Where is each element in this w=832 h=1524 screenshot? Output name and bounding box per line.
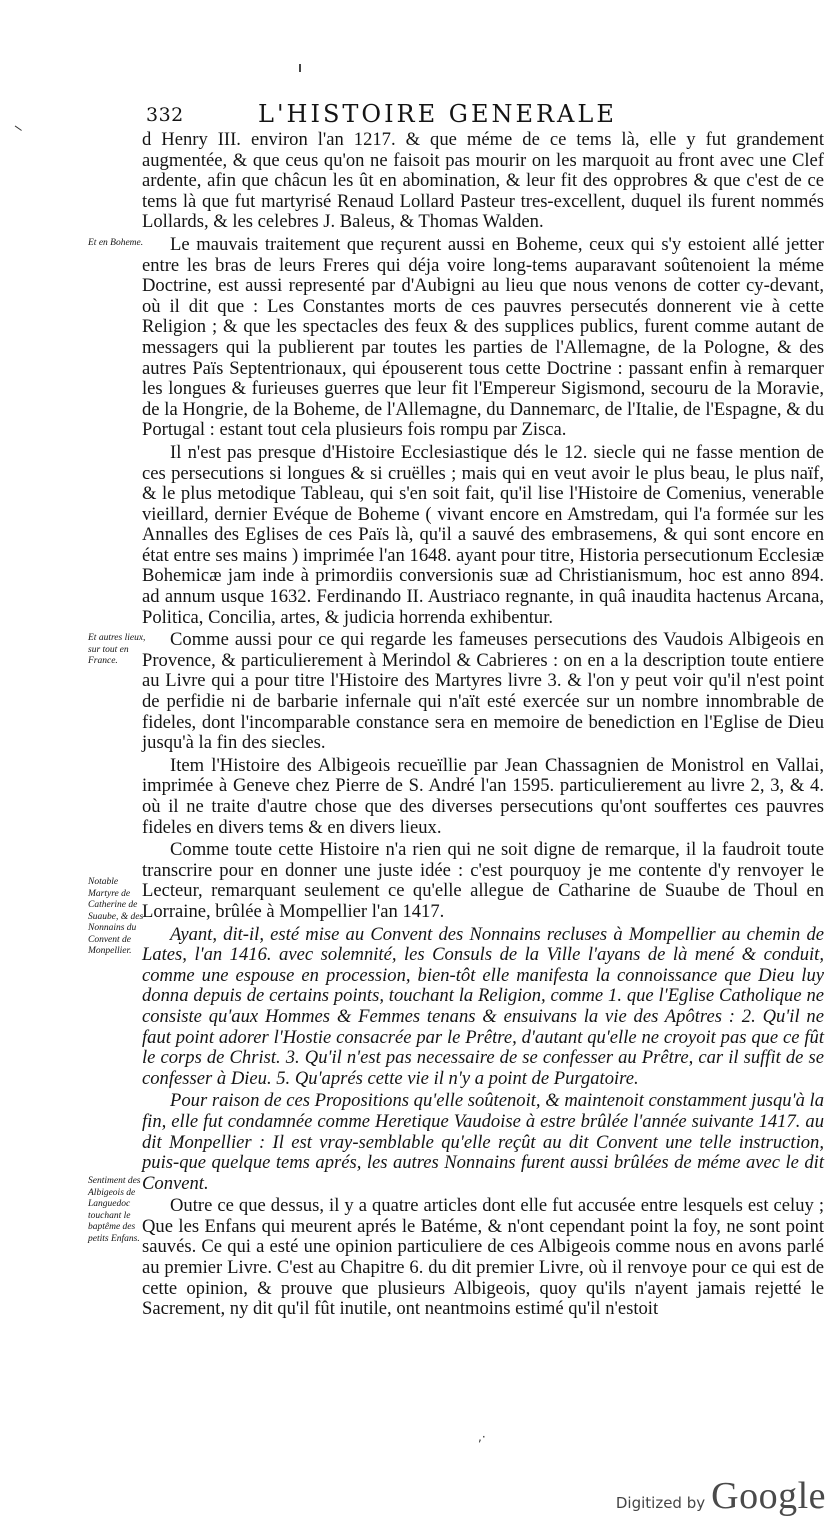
page-number: 332: [146, 104, 184, 126]
google-logo: Google: [711, 1475, 826, 1517]
main-text: [142, 130, 824, 1320]
margin-note-bapteme: Sentiment des Albigeois de Languedoc touchant le baptême des petits Enfans.: [88, 1176, 141, 1244]
paragraph-quote: Pour raison de ces Propositions qu'elle soûtenoit, & maintenoit constamment jusqu'à la fin, elle fut condamnée comme Heretique Vaudoise à estre brûlée l'année suivante 1417. au dit Monpellier : Il est vray-semblable qu'elle reçût au dit Convent une telle instruction, puis-que quelque tems aprés, les autres Nonnains furent aussi brûlées de méme avec le dit Convent.: [142, 1090, 824, 1194]
margin-mark: [10, 126, 22, 138]
paragraph: Le mauvais traitement que reçurent aussi en Boheme, ceux qui s'y estoient allé jetter entre les bras de leurs Freres qui déja voire long-tems auparavant soûtenoient la méme Doctrine, est aussi representé par d'Aubigni au lieu que nous venons de cotter cy-devant, où il dit que : Les Constantes morts de ces pauvres persecutés donnerent vie à cette Religion ; & que les spectacles des feux & des supplices publics, furent comme autant de messagers qui la publierent par toutes les parties de l'Allemagne, de la Pologne, & des autres Païs Septentrionaux, qui épouserent tous cette Doctrine : passant enfin à remarquer les longues & furieuses guerres que leur fit l'Empereur Sigismond, secouru de la Moravie, de la Hongrie, de la Boheme, de l'Allemagne, du Dannemarc, de l'Italie, de l'Espagne, & du Portugal : estant tout cela plusieurs fois rompu par Zisca.: [142, 233, 824, 441]
paragraph: Comme toute cette Histoire n'a rien qui ne soit digne de remarque, il la faudroit toute transcrire pour en donner une juste idée : c'est pourquoy je me contente d'y renvoyer le Lecteur, remarquant seulement ce qu'elle allegue de Catharine de Suaube de Thoul en Lorraine, brûlée à Mompellier l'an 1417.: [142, 839, 824, 922]
paragraph: d Henry III. environ l'an 1217. & que méme de ce tems là, elle y fut grandement augmentée, & que ceus qu'on ne faisoit pas mourir on les marquoit au front avec une Clef ardente, afin que châcun les ût en abomination, & leur fit des opprobres & que c'est de ce tems là que fut martyrisé Renaud Lollard Pasteur tres-excellent, duquel ils furent nommés Lollards, & les celebres J. Baleus, & Thomas Walden.: [142, 129, 824, 233]
paragraph: Item l'Histoire des Albigeois recueïllie par Jean Chassagnien de Monistrol en Vallai, imprimée à Geneve chez Pierre de S. André l'an 1595. particulierement au livre 2, 3, & 4. où il ne traite d'autre chose que des diverses persecutions qu'ont souffertes ces pauvres fideles en divers tems & en divers lieux.: [142, 754, 824, 838]
running-head: L'HISTOIRE GENERALE: [258, 100, 617, 128]
digitized-footer: [616, 1474, 826, 1518]
ink-mark: ,·: [478, 1430, 486, 1444]
paragraph-quote: Ayant, dit-il, esté mise au Convent des Nonnains recluses à Mompellier au chemin de Lates, l'an 1416. avec solemnité, les Consuls de la Ville l'ayans de là mené & conduit, comme une espouse en procession, bien-tôt elle manifesta la connoissance que Dieu luy donna depuis de certains points, touchant la Religion, comme 1. que l'Eglise Catholique ne consiste qu'aux Hommes & Femmes tenans & ensuivans la vie des Apôtres : 2. Qu'il ne faut point adorer l'Hostie consacrée par le Prêtre, d'autant qu'elle ne croyoit pas que ce fût le corps de Christ. 3. Qu'il n'est pas necessaire de se confesser au Prêtre, car il suffit de se confesser à Dieu. 5. Qu'aprés cette vie il n'y a point de Purgatoire.: [142, 923, 824, 1089]
paragraph: Outre ce que dessus, il y a quatre articles dont elle fut accusée entre lesquels est celuy ; Que les Enfans qui meurent aprés le Batéme, & n'ont cependant point la foy, ne sont point sauvés. Ce qui a esté une opinion particuliere de ces Albigeois comme nous en avons parlé au premier Livre. C'est au Chapitre 6. du dit premier Livre, où il renvoye pour ce qui est de cette opinion, & prouve que plusieurs Albigeois, quoy qu'ils n'ayent jamais rejetté le Sacrement, ny dit qu'il fût inutile, ont neantmoins estimé qu'il n'estoit: [142, 1195, 824, 1320]
margin-note-boheme: Et en Boheme.: [88, 238, 144, 248]
paragraph: Il n'est pas presque d'Histoire Ecclesiastique dés le 12. siecle qui ne fasse mention de ces persecutions si longues & si cruëlles ; mais qui en veut avoir le plus beau, le plus naïf, & le plus metodique Tableau, qui s'en soit fait, qu'il lise l'Histoire de Comenius, venerable vieillard, dernier Evéque de Boheme ( vivant encore en Amstredam, qui l'a formée sur les Annalles des Eglises de ces Païs là, qu'il a sauvé des embrasemens, & qui sont encore en état entre ses mains ) imprimée l'an 1648. ayant pour titre, Historia persecutionum Ecclesiæ Bohemicæ jam inde à primordiis conversionis suæ ad Christianismum, hoc est anno 894. ad annum usque 1632. Ferdinando II. Austriaco regnante, in quâ inaudita hactenus Arcana, Politica, Concilia, artes, & judicia horrenda exhibentur.: [142, 441, 824, 628]
paragraph: Comme aussi pour ce qui regarde les fameuses persecutions des Vaudois Albigeois en Provence, & particulierement à Merindol & Cabrieres : on en a la description toute entiere au Livre qui a pour titre l'Histoire des Martyres livre 3. & l'on y peut voir qu'il n'est point de perfidie ni de barbarie infernale qui n'aït esté exercée sur un nombre innombrable de fideles, dont l'incomparable constance sera en memoire de benediction en l'Eglise de Dieu jusqu'à la fin des siecles.: [142, 629, 824, 754]
ink-mark: [299, 64, 301, 72]
margin-note-catherine: Notable Martyre de Catherine de Suaube, & des Nonnains du Convent de Monpellier.: [88, 877, 144, 956]
margin-note-france: Et autres lieux, sur tout en France.: [88, 633, 146, 666]
digitized-by-label: Digitized by: [615, 1494, 706, 1512]
